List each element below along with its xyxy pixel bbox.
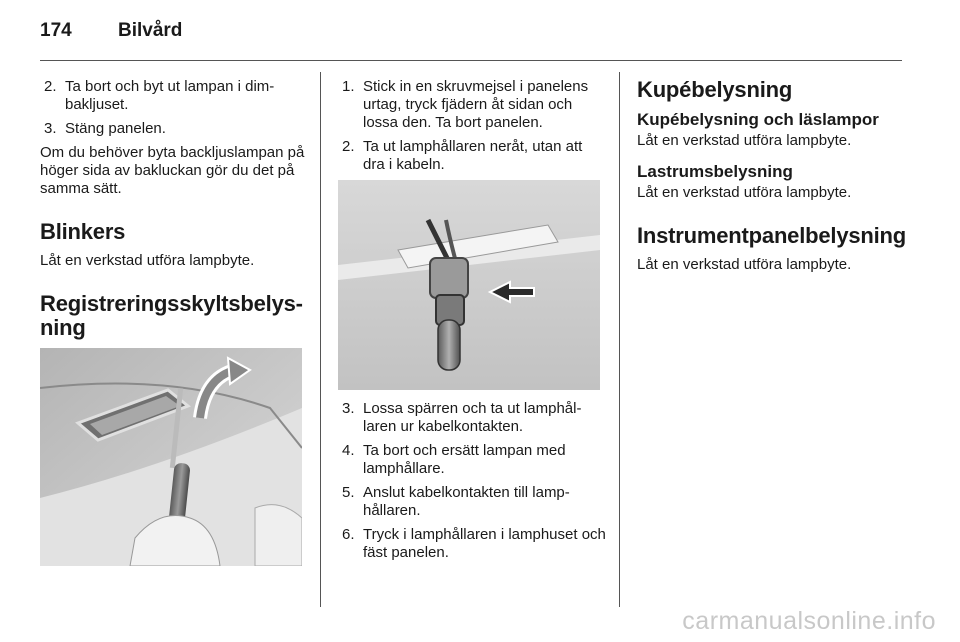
body-paragraph: Om du behöver byta backljuslampan på höger sida av bakluckan gör du det på samma sätt. — [40, 144, 305, 197]
list-item: 3. Lossa spärren och ta ut lamphål-laren ur kabelkontakten. — [342, 400, 582, 435]
list-item: 2. Ta bort och byt ut lampan i dim-bakljuset. — [44, 78, 275, 113]
column-1 — [40, 78, 308, 576]
column-3 — [637, 78, 907, 280]
list-item: 1. Stick in en skruvmejsel i panelens urtag, tryck fjädern åt sidan och lossa den. Ta bort panelen. — [342, 78, 589, 131]
heading-instrument-panel-light: Instrumentpanelbelysning — [637, 223, 907, 248]
blinkers-text: Låt en verkstad utföra lampbyte. — [40, 252, 255, 269]
header-rule — [40, 60, 902, 61]
page-title: Bilvård — [118, 20, 183, 41]
list-item: 6. Tryck i lamphållaren i lamphuset och fäst panelen. — [342, 526, 606, 561]
subheading-reading-lamps: Kupébelysning och läslampor — [637, 110, 879, 129]
list-item: 5. Anslut kabelkontakten till lamp-hållaren. — [342, 484, 570, 519]
lamp-holder-figure — [338, 180, 600, 390]
instrument-panel-text: Låt en verkstad utföra lampbyte. — [637, 256, 852, 273]
page-header — [40, 20, 900, 46]
step-list-2b — [338, 400, 608, 562]
column-divider-1 — [320, 72, 321, 607]
column-2 — [338, 78, 608, 568]
list-item: 2. Ta ut lamphållaren neråt, utan att dra i kabeln. — [342, 138, 583, 173]
step-list-2a — [338, 78, 608, 174]
list-item: 4. Ta bort och ersätt lampan med lamphållare. — [342, 442, 566, 477]
watermark: carmanualsonline.info — [682, 607, 936, 635]
license-plate-figure — [40, 348, 302, 566]
column-divider-2 — [619, 72, 620, 607]
heading-interior-light: Kupébelysning — [637, 77, 793, 102]
cargo-light-text: Låt en verkstad utföra lampbyte. — [637, 184, 852, 201]
heading-blinkers: Blinkers — [40, 219, 126, 244]
reading-lamps-text: Låt en verkstad utföra lampbyte. — [637, 132, 852, 149]
step-list-1 — [40, 78, 308, 138]
page-number: 174 — [40, 20, 72, 41]
list-item: 3. Stäng panelen. — [44, 120, 166, 137]
heading-registration-light: Registreringsskyltsbelys-ning — [40, 291, 303, 340]
subheading-cargo-light: Lastrumsbelysning — [637, 162, 793, 181]
